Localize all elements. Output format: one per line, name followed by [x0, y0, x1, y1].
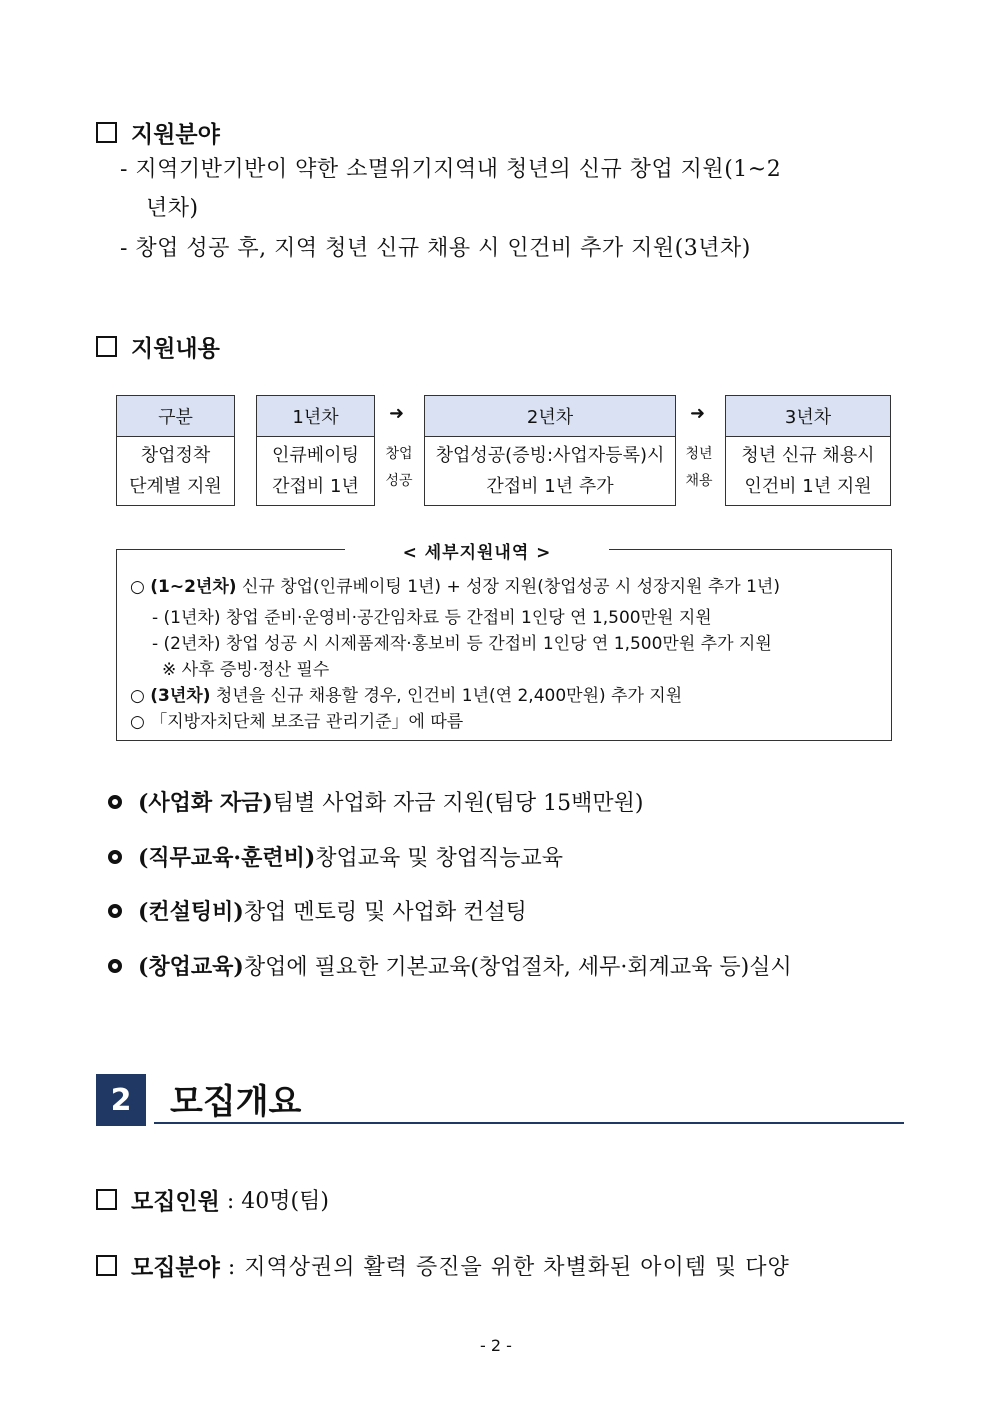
- arrow1-label-line1: 창업: [385, 446, 413, 462]
- bullet-circle-icon: ○: [130, 686, 145, 706]
- detail-line-5: [130, 681, 682, 706]
- support-content-title: 지원내용: [131, 335, 220, 362]
- section-number-badge: 2: [96, 1074, 146, 1126]
- year2-line2: 간접비 1년 추가: [486, 476, 614, 497]
- checkbox-icon: [96, 336, 117, 357]
- arrow2-label-line1: 청년: [685, 446, 713, 462]
- stage-category-line1: 창업정착: [140, 445, 211, 466]
- detail-line-3: - (2년차) 창업 성공 시 시제품제작·홍보비 등 간접비 1인당 연 1,500만원 추가 지원: [152, 634, 772, 654]
- recruit-count-row: [96, 1183, 329, 1216]
- year3-line1: 청년 신규 채용시: [741, 445, 875, 466]
- checkbox-icon: [96, 122, 117, 143]
- detail-line-4: ※ 사후 증빙·정산 필수: [162, 660, 330, 680]
- list-item: [108, 841, 563, 872]
- bullet-ring-icon: [108, 959, 122, 973]
- stage-category-box: [116, 395, 235, 506]
- detail-support-title: < 세부지원내역 >: [345, 538, 609, 563]
- checkbox-icon: [96, 1255, 117, 1276]
- bullet-bold: (창업교육): [138, 954, 244, 980]
- detail-line-2: - (1년차) 창업 준비·운영비·공간임차료 등 간접비 1인당 연 1,500만원 지원: [152, 608, 712, 628]
- page-number: - 2 -: [480, 1336, 512, 1355]
- recruit-count-label: 모집인원: [131, 1188, 220, 1215]
- year1-box: [256, 395, 375, 506]
- year2-line1: 창업성공(증빙:사업자등록)시: [435, 445, 665, 466]
- stage-category-head: 구분: [117, 396, 234, 437]
- support-field-item-1: - 지역기반기반이 약한 소멸위기지역내 청년의 신규 창업 지원(1~2: [120, 157, 782, 182]
- bullet-text: 창업 멘토링 및 사업화 컨설팅: [243, 900, 527, 925]
- list-item: [108, 786, 643, 817]
- year1-line1: 인큐베이팅: [272, 445, 359, 466]
- stage-category-line2: 단계별 지원: [129, 476, 222, 497]
- bullet-bold: (사업화 자금): [138, 790, 273, 816]
- bullet-bold: (컨설팅비): [138, 899, 244, 925]
- year1-head: 1년차: [257, 396, 374, 437]
- bullet-ring-icon: [108, 795, 122, 809]
- bullet-ring-icon: [108, 904, 122, 918]
- arrow-right-icon: ➜: [690, 403, 706, 424]
- support-field-heading: [96, 116, 220, 149]
- detail-line-6-text: 「지방자치단체 보조금 관리기준」에 따름: [150, 712, 464, 732]
- year2-head: 2년차: [425, 396, 675, 437]
- bullet-ring-icon: [108, 850, 122, 864]
- recruit-field-label: 모집분야: [131, 1254, 220, 1281]
- bullet-circle-icon: ○: [130, 577, 145, 597]
- year2-box: [424, 395, 676, 506]
- arrow-right-icon: ➜: [389, 403, 405, 424]
- bullet-text: 창업에 필요한 기본교육(창업절차, 세무·회계교육 등)실시: [243, 955, 792, 980]
- bullet-text: 팀별 사업화 자금 지원(팀당 15백만원): [272, 791, 644, 816]
- year3-box: [725, 395, 891, 506]
- arrow1-label: [381, 441, 417, 495]
- recruit-field-row: [96, 1249, 790, 1282]
- year3-head: 3년차: [726, 396, 890, 437]
- support-field-item-2: - 창업 성공 후, 지역 청년 신규 채용 시 인건비 추가 지원(3년차): [120, 236, 751, 261]
- detail-line-5-bold: (3년차): [150, 686, 211, 706]
- bullet-circle-icon: ○: [130, 712, 145, 732]
- support-content-heading: [96, 330, 220, 363]
- support-field-item-1-cont: 년차): [146, 196, 199, 221]
- detail-line-1-text: 신규 창업(인큐베이팅 1년) + 성장 지원(창업성공 시 성장지원 추가 1년): [236, 577, 780, 597]
- detail-line-6: [130, 707, 463, 732]
- bullet-text: 창업교육 및 창업직능교육: [315, 846, 564, 871]
- year3-line2: 인건비 1년 지원: [744, 476, 872, 497]
- list-item: [108, 895, 527, 926]
- detail-line-1: [130, 572, 780, 597]
- arrow2-label-line2: 채용: [685, 473, 713, 489]
- list-item: [108, 950, 792, 981]
- recruit-field-value: : 지역상권의 활력 증진을 위한 차별화된 아이템 및 다양: [219, 1255, 790, 1280]
- year1-line2: 간접비 1년: [272, 476, 359, 497]
- arrow1-label-line2: 성공: [385, 473, 413, 489]
- section-2-title: 모집개요: [170, 1082, 302, 1122]
- section-2-underline: [154, 1122, 904, 1124]
- checkbox-icon: [96, 1189, 117, 1210]
- bullet-bold: (직무교육·훈련비): [138, 845, 316, 871]
- detail-line-5-text: 청년을 신규 채용할 경우, 인건비 1년(연 2,400만원) 추가 지원: [210, 686, 683, 706]
- arrow2-label: [681, 441, 717, 495]
- support-field-title: 지원분야: [131, 121, 220, 148]
- recruit-count-value: : 40명(팀): [219, 1189, 329, 1214]
- detail-line-1-bold: (1~2년차): [150, 577, 237, 597]
